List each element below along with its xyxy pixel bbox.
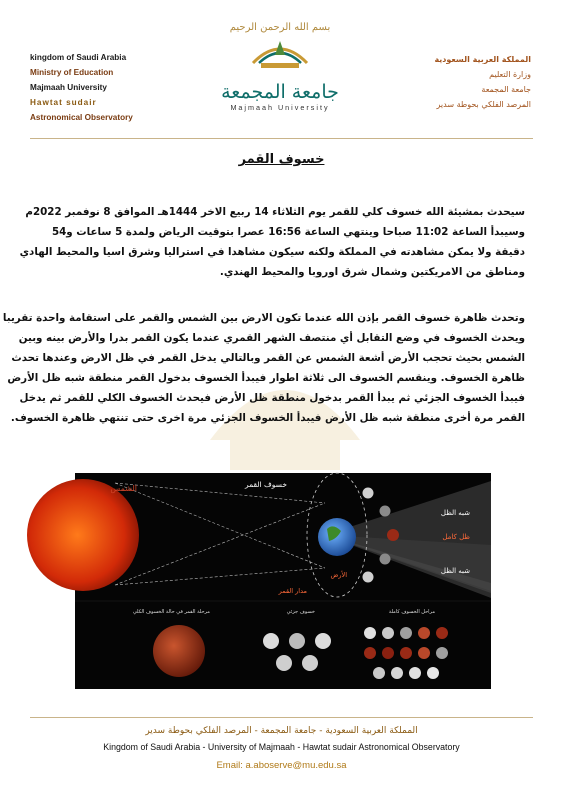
paragraph-line: ويحدث الخسوف في وضع التقابل أي منتصف الشهر القمري عندما يكون القمر بدرا والأرض بينه وبين	[18, 332, 525, 344]
penumbra-lower-label: شبه الظل	[440, 567, 470, 575]
phase-partial-label: خسوف جزئي	[286, 609, 315, 615]
stage-moon-shape	[373, 667, 385, 679]
paragraph-line: دقيقة ولا يمكن مشاهدته في المملكة ولكنه سيكون مشاهدا في استراليا وشرق اسيا والمحيط الهادي	[19, 246, 525, 258]
stage-moon-shape	[400, 627, 412, 639]
stage-moon-shape	[364, 627, 376, 639]
header-ar-kingdom: المملكة العربية السعودية	[434, 55, 531, 64]
stage-moon-shape	[391, 667, 403, 679]
moon-shape	[380, 554, 391, 565]
stage-moon-shape	[427, 667, 439, 679]
moon-shape	[363, 572, 374, 583]
paragraph-line: ظاهرة الخسوف. وينقسم الخسوف الى ثلاثة اطوار فيبدأ الخسوف بدخول القمر منطقة شبه ظل الأرض	[7, 372, 525, 384]
header-english	[30, 50, 180, 125]
header-en-kingdom: kingdom of Saudi Arabia	[30, 53, 127, 62]
light-ray	[115, 503, 325, 585]
sun-shape	[27, 479, 139, 591]
footer-divider	[30, 717, 533, 718]
header-ar-observatory: المرصد الفلكي بحوطة سدير	[436, 100, 531, 109]
paragraph-line: وسيبدأ الساعة 11:02 صباحا وينتهي الساعة 16:56 عصرا بتوقيت الرياض ولمدة 5 ساعات و54	[51, 226, 525, 238]
stage-moon-shape	[409, 667, 421, 679]
eclipse-diagram	[75, 473, 491, 689]
stage-moon-shape	[436, 647, 448, 659]
stage-moon-shape	[418, 647, 430, 659]
paragraph-line: وتحدث ظاهرة خسوف القمر بإذن الله عندما تكون الارض بين الشمس والقمر على استقامة واحدة تقريبا	[2, 312, 525, 324]
orbit-label: مدار القمر	[278, 587, 307, 595]
logo-arabic-name: جامعة المجمعة	[221, 81, 339, 103]
logo-emblem-icon	[245, 33, 315, 75]
light-ray	[115, 483, 325, 503]
paragraph-eclipse-explanation	[2, 308, 525, 428]
partial-moon-shape	[315, 633, 331, 649]
moon-shape	[387, 529, 399, 541]
diagram-title: خسوف القمر	[245, 480, 287, 489]
document-title: خسوف القمر	[238, 152, 325, 167]
partial-moon-shape	[289, 633, 305, 649]
header-ar-university: جامعة المجمعة	[481, 85, 531, 94]
stage-moon-shape	[364, 647, 376, 659]
paragraph-line: سيحدث بمشيئة الله خسوف كلي للقمر يوم الثلاثاء 14 ربيع الاخر 1444هـ الموافق 8 نوفمبر 2022م	[25, 206, 525, 218]
phase-stages-label: مراحل الخسوف كاملة	[388, 609, 435, 615]
sun-label: الشمس	[110, 484, 137, 493]
stage-moon-shape	[418, 627, 430, 639]
paragraph-eclipse-announcement	[19, 202, 525, 282]
moon-shape	[363, 488, 374, 499]
phase-total-label: مرحلة القمر في حالة الخسوف الكلي	[132, 609, 210, 615]
partial-moon-shape	[276, 655, 292, 671]
header-en-ministry: Ministry of Education	[30, 68, 114, 77]
header-arabic	[371, 52, 531, 112]
stage-moon-shape	[436, 627, 448, 639]
footer-email: Email: a.aboserve@mu.edu.sa	[216, 760, 347, 771]
eclipse-diagram-svg	[75, 473, 491, 689]
header-en-hawtat: Hawtat sudair	[30, 98, 97, 107]
bismillah-text: بسم الله الرحمن الرحيم	[229, 22, 331, 33]
stage-moon-shape	[382, 627, 394, 639]
header-en-university: Majmaah University	[30, 83, 107, 92]
header-divider	[30, 138, 533, 139]
footer-arabic: المملكة العربية السعودية - جامعة المجمعة - المرصد الفلكي بحوطة سدير	[145, 726, 418, 736]
partial-moon-shape	[302, 655, 318, 671]
earth-label: الأرض	[330, 571, 347, 579]
footer-english: Kingdom of Saudi Arabia - University of Majmaah - Hawtat sudair Astronomical Observatory	[103, 742, 460, 752]
paragraph-line: فيبدأ الخسوف الجزئي ثم يبدأ القمر بدخول منطقة ظل الأرض فيحدث الخسوف الكلي للقمر ثم يدخل	[19, 392, 525, 404]
paragraph-line: الشمس بحيث تحجب الأرض أشعة الشمس عن القمر وبالتالي يدخل القمر في ظل الارض وعندها تحدث	[11, 352, 525, 364]
blood-moon-shape	[153, 625, 205, 677]
penumbra-upper-label: شبه الظل	[440, 509, 470, 517]
earth-shape	[318, 518, 356, 556]
stage-moon-shape	[400, 647, 412, 659]
paragraph-line: القمر مرة أخرى منطقة شبه ظل الأرض فيبدأ الخسوف الجزئي مرة اخرى حتى تنتهي ظاهرة الخسوف.	[10, 412, 525, 424]
stage-moon-shape	[382, 647, 394, 659]
university-logo	[200, 22, 360, 132]
paragraph-line: ومناطق من الامريكتين وشمال شرق اوروبا والمحيط الهندي.	[219, 266, 525, 278]
partial-moon-shape	[263, 633, 279, 649]
logo-english-name: Majmaah University	[230, 103, 330, 112]
header-en-observatory: Astronomical Observatory	[30, 113, 133, 122]
light-ray	[115, 568, 325, 585]
light-ray	[115, 483, 325, 568]
umbra-label: ظل كامل	[442, 533, 470, 541]
moon-shape	[380, 506, 391, 517]
header-ar-ministry: وزارة التعليم	[489, 70, 531, 79]
